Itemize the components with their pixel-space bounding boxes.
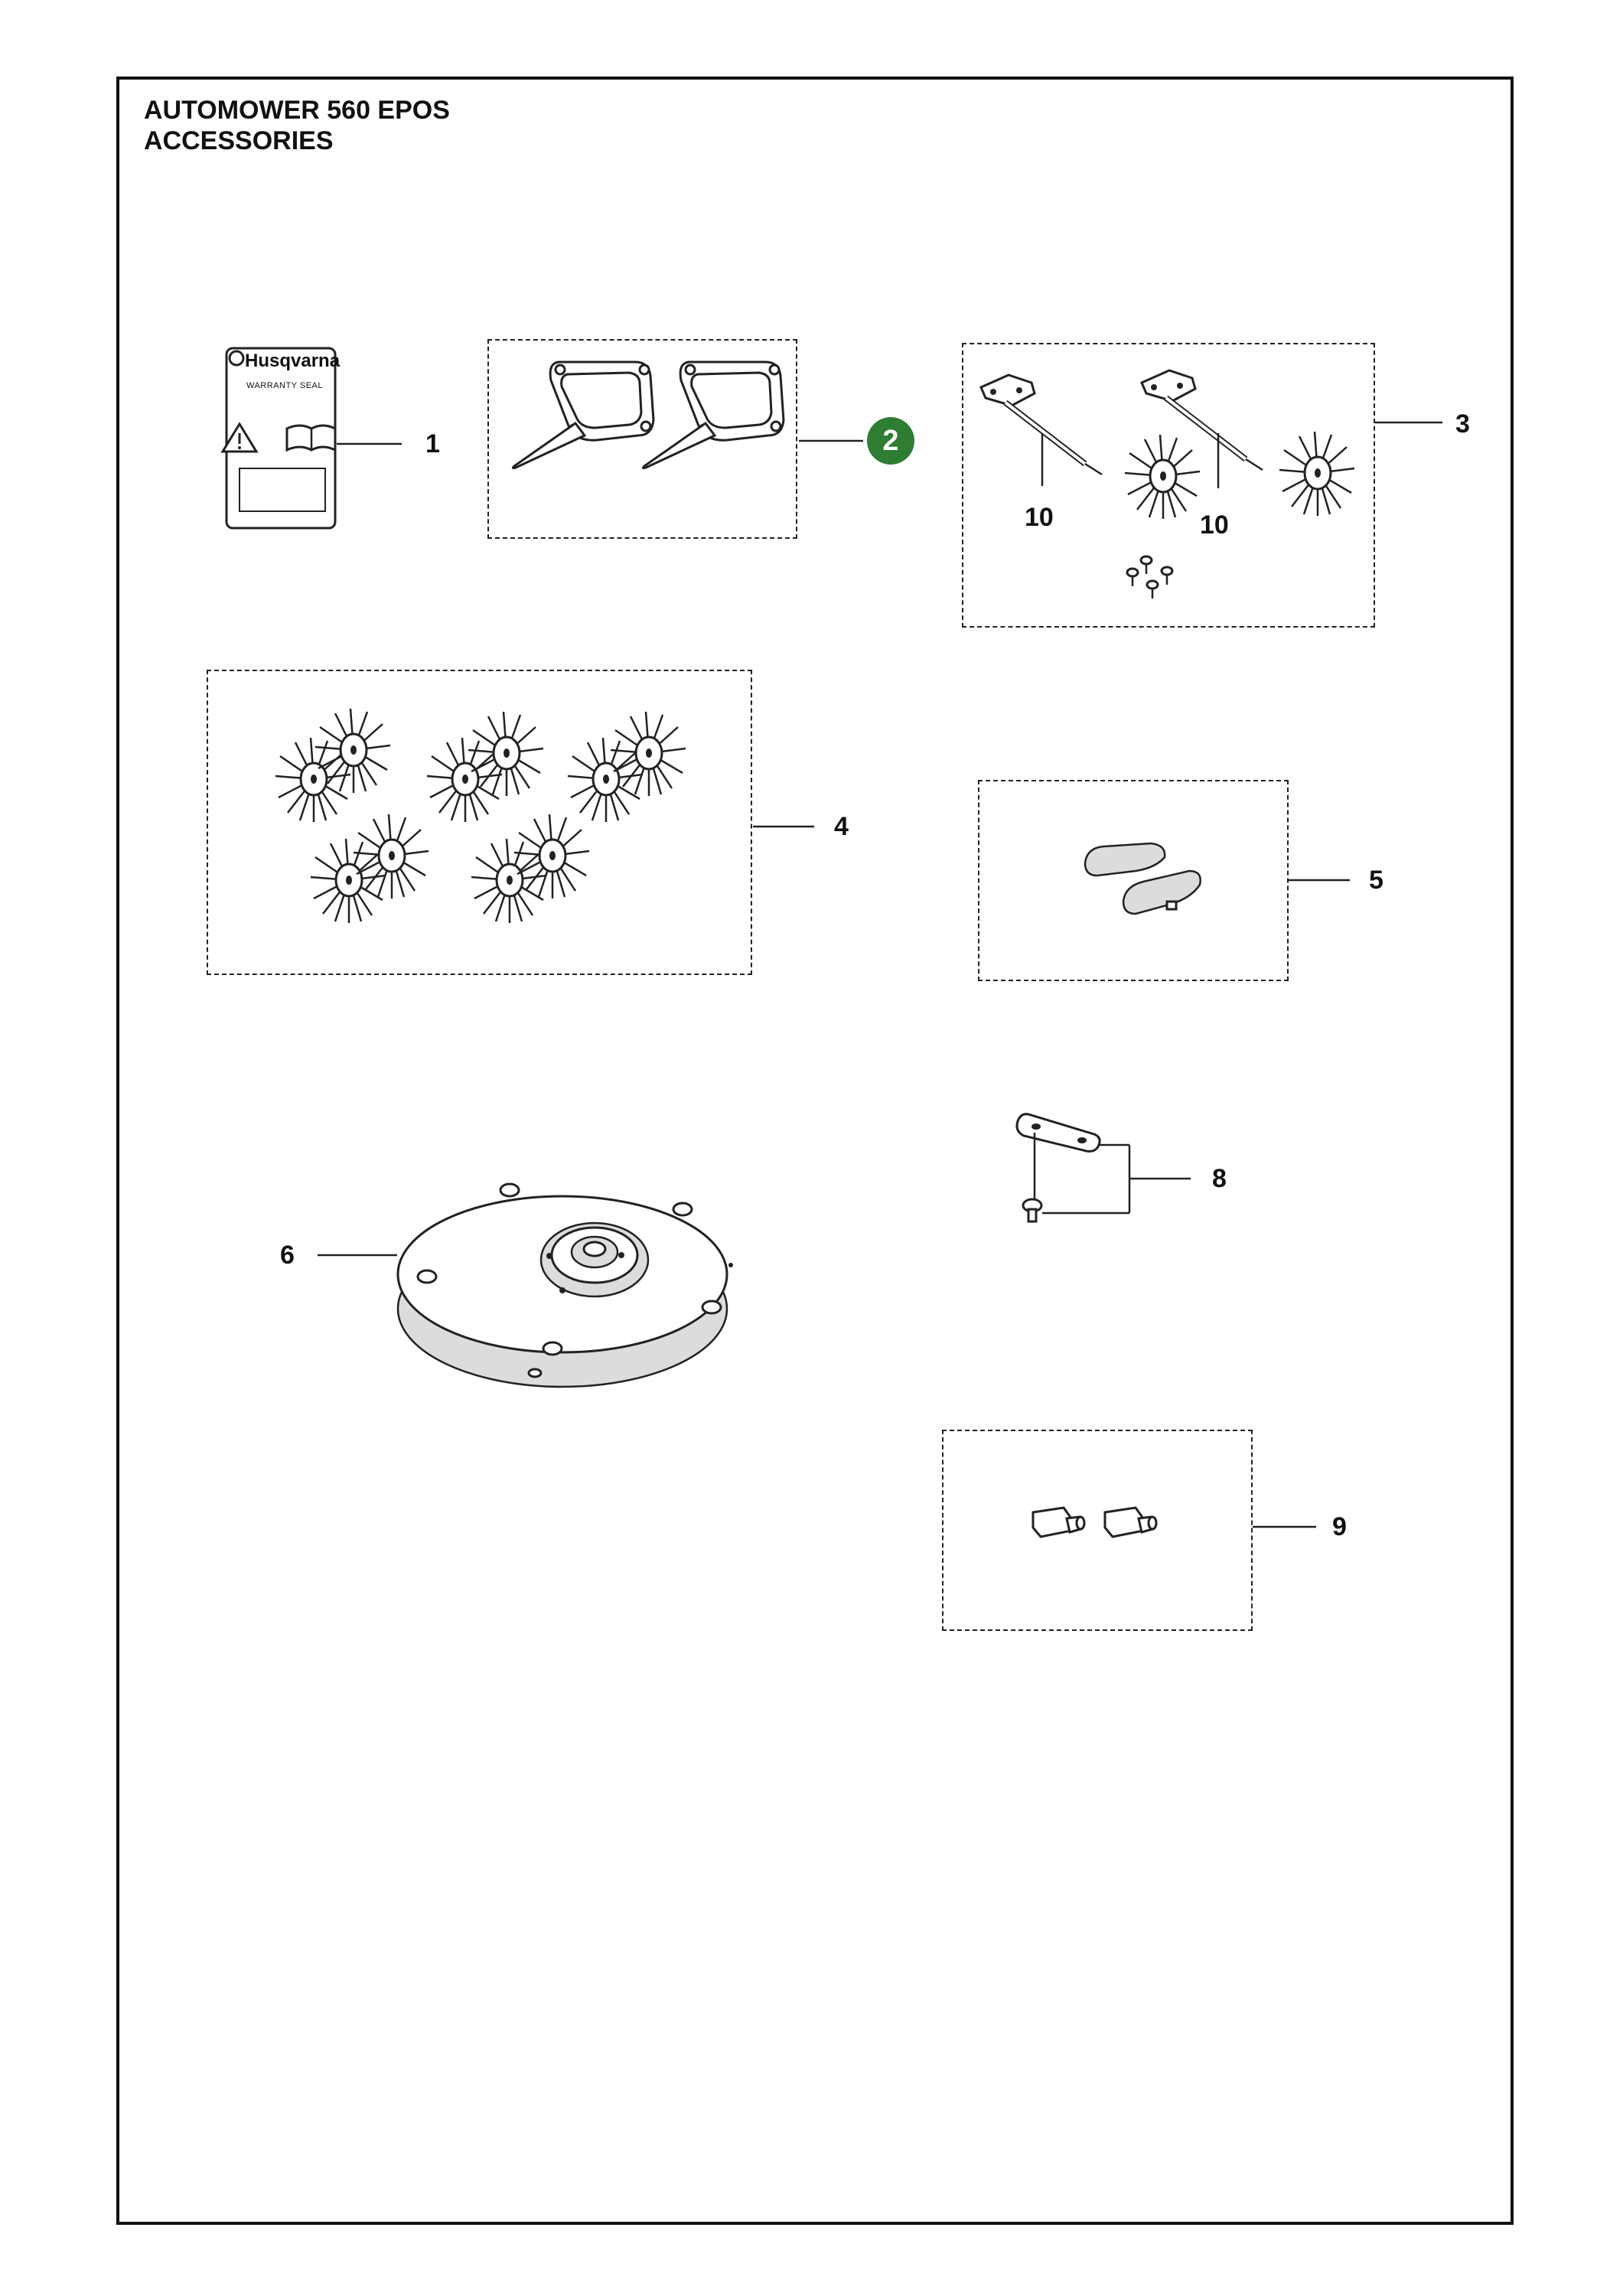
cutting-disc xyxy=(398,1184,733,1387)
callout-10-right: 10 xyxy=(1200,510,1229,540)
callout-1: 1 xyxy=(425,429,440,458)
decal-brand-label: Husqvarna xyxy=(245,351,341,371)
callout-3: 3 xyxy=(1455,409,1470,439)
callout-8: 8 xyxy=(1212,1164,1227,1193)
decal-subtitle-label: WARRANTY SEAL xyxy=(246,381,324,390)
callout-2-badge: 2 xyxy=(867,417,914,465)
callout-10-left: 10 xyxy=(1025,503,1054,532)
callout-9: 9 xyxy=(1332,1512,1347,1541)
page-title-section: ACCESSORIES xyxy=(144,126,334,155)
warranty-seal-decal xyxy=(223,348,335,528)
page-title-model: AUTOMOWER 560 EPOS xyxy=(144,96,450,125)
callout-4: 4 xyxy=(834,812,849,841)
callout-6: 6 xyxy=(280,1241,295,1270)
callout-5: 5 xyxy=(1369,866,1383,895)
